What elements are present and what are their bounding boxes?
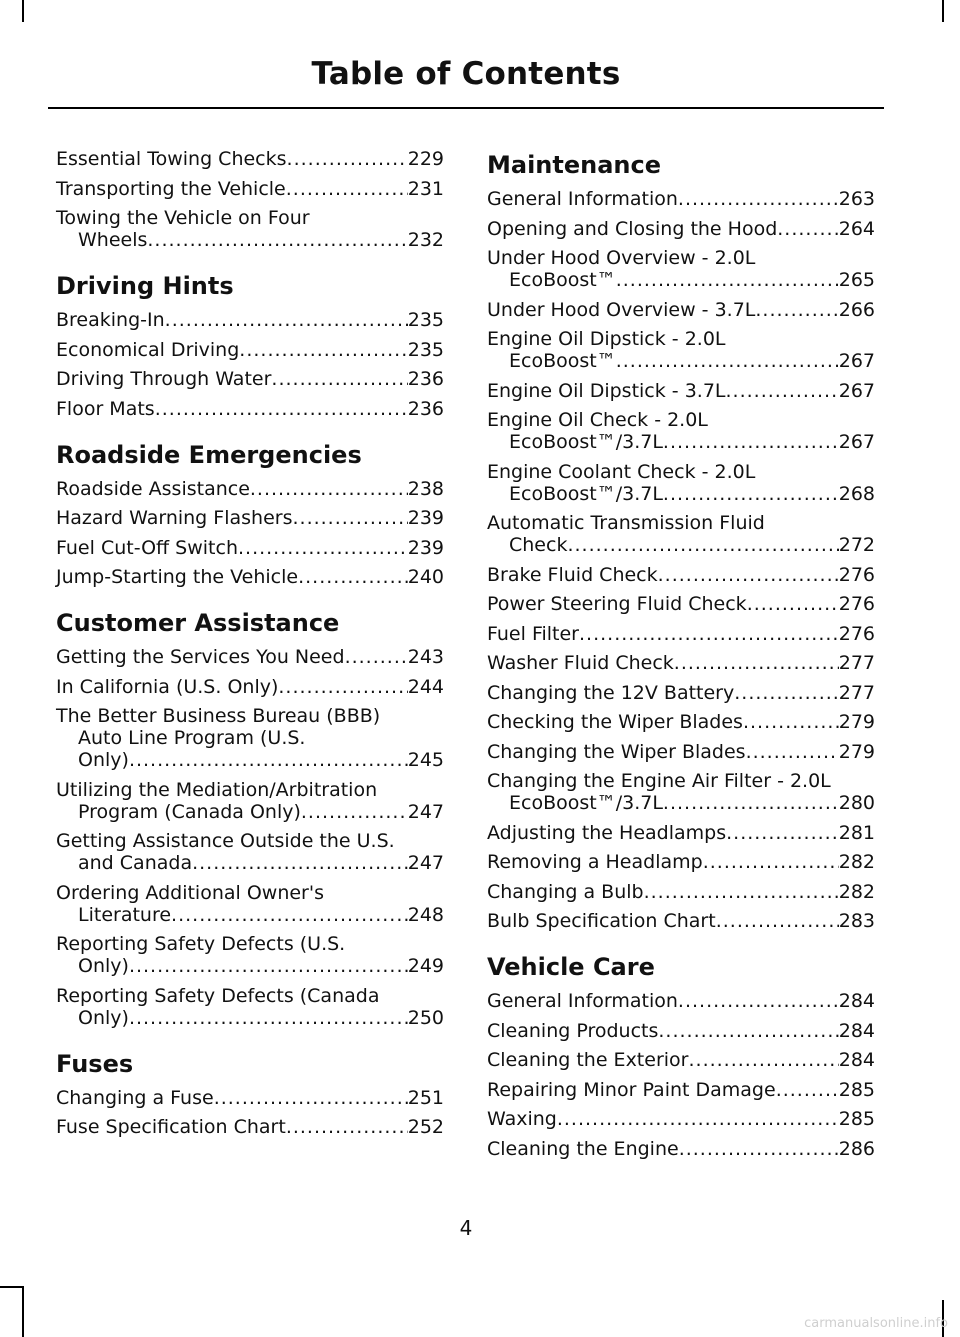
toc-entry-label: Reporting Safety Defects (U.S. xyxy=(56,933,346,955)
section-heading: Roadside Emergencies xyxy=(56,440,362,469)
toc-entry-page: 252 xyxy=(407,1116,444,1138)
toc-entry-page: 247 xyxy=(407,800,444,823)
toc-entry-label: Transporting the Vehicle xyxy=(56,177,286,200)
dot-leader xyxy=(298,566,408,588)
toc-entry-label: Essential Towing Checks xyxy=(56,148,287,170)
dot-leader xyxy=(644,881,839,903)
dot-leader xyxy=(688,1049,838,1071)
dot-leader xyxy=(679,1138,839,1160)
toc-entry-label: General Information xyxy=(487,188,678,210)
toc-entry-page: 244 xyxy=(407,675,444,698)
toc-entry-page: 265 xyxy=(838,269,875,291)
toc-entry-label: Opening and Closing the Hood xyxy=(487,217,778,240)
toc-entry-label: Repairing Minor Paint Damage xyxy=(487,1078,776,1101)
toc-entry-label: Cleaning the Engine xyxy=(487,1137,679,1160)
dot-leader xyxy=(726,822,839,844)
toc-entry[interactable] xyxy=(487,822,875,844)
toc-entry-label: Getting Assistance Outside the U.S. xyxy=(56,830,395,852)
toc-entry[interactable] xyxy=(487,328,875,372)
toc-entry-label: Waxing xyxy=(487,1108,557,1130)
toc-entry-label: General Information xyxy=(487,990,678,1012)
dot-leader xyxy=(271,368,407,390)
toc-entry[interactable] xyxy=(56,309,444,331)
dot-leader xyxy=(129,955,408,977)
toc-entry-page: 267 xyxy=(838,431,875,453)
toc-entry[interactable] xyxy=(56,178,444,200)
dot-leader xyxy=(238,537,408,559)
dot-leader xyxy=(658,564,839,586)
toc-entry-label: Only) xyxy=(78,1006,129,1029)
toc-entry-page: 245 xyxy=(407,749,444,771)
toc-entry-page: 235 xyxy=(407,309,444,331)
dot-leader xyxy=(567,534,838,556)
toc-entry-page: 231 xyxy=(407,177,444,200)
toc-entry-page: 286 xyxy=(838,1137,875,1160)
toc-entry[interactable] xyxy=(56,398,444,420)
dot-leader xyxy=(579,623,839,645)
toc-entry[interactable] xyxy=(487,512,875,556)
toc-section xyxy=(56,271,444,420)
toc-entry[interactable] xyxy=(487,299,875,321)
dot-leader xyxy=(286,1116,408,1138)
toc-entry-page: 266 xyxy=(838,298,875,321)
dot-leader xyxy=(345,646,408,668)
toc-entry-page: 248 xyxy=(407,903,444,926)
toc-entry-page: 250 xyxy=(407,1006,444,1029)
dot-leader xyxy=(301,801,408,823)
toc-entry-label: Cleaning Products xyxy=(487,1019,659,1042)
dot-leader xyxy=(165,309,408,331)
toc-entry-page: 267 xyxy=(838,350,875,372)
toc-entry[interactable] xyxy=(487,1079,875,1101)
toc-entry-label: Engine Oil Dipstick - 2.0L xyxy=(487,328,726,350)
toc-entry-label: Bulb Specification Chart xyxy=(487,910,716,932)
crop-mark-bottom-left-vert xyxy=(22,1286,24,1337)
dot-leader xyxy=(155,398,408,420)
toc-entry[interactable] xyxy=(487,461,875,505)
toc-entry-page: 284 xyxy=(838,990,875,1012)
toc-entry-page: 272 xyxy=(838,534,875,556)
toc-entry-label: Roadside Assistance xyxy=(56,477,250,500)
dot-leader xyxy=(726,380,839,402)
toc-entry-label: EcoBoost™/3.7L xyxy=(509,431,663,453)
dot-leader xyxy=(292,507,407,529)
dot-leader xyxy=(776,1079,839,1101)
dot-leader xyxy=(678,990,839,1012)
toc-entry-page: 279 xyxy=(838,740,875,763)
toc-entry-label: EcoBoost™/3.7L xyxy=(509,482,663,505)
dot-leader xyxy=(616,350,839,372)
toc-entry[interactable] xyxy=(56,566,444,588)
toc-entry[interactable] xyxy=(56,646,444,668)
toc-entry[interactable] xyxy=(56,368,444,390)
toc-entry-page: 239 xyxy=(407,507,444,529)
toc-entry-page: 268 xyxy=(838,482,875,505)
toc-entry[interactable] xyxy=(487,380,875,402)
toc-entry-label: Changing a Bulb xyxy=(487,880,644,903)
toc-section xyxy=(56,440,444,589)
dot-leader xyxy=(777,218,838,240)
toc-entry-page: 236 xyxy=(407,368,444,390)
toc-entry-label: Changing the Wiper Blades xyxy=(487,740,746,763)
toc-entry[interactable] xyxy=(487,990,875,1012)
toc-entry[interactable] xyxy=(487,682,875,704)
section-heading: Vehicle Care xyxy=(487,953,655,981)
dot-leader xyxy=(663,431,839,453)
toc-entry-label: Only) xyxy=(78,749,129,771)
toc-entry[interactable] xyxy=(487,910,875,932)
dot-leader xyxy=(286,178,408,200)
toc-entry-page: 232 xyxy=(407,229,444,251)
section-heading: Fuses xyxy=(56,1049,134,1078)
toc-entry[interactable] xyxy=(487,652,875,674)
toc-entry-label: The Better Business Bureau (BBB) xyxy=(56,705,381,727)
toc-section xyxy=(56,608,444,1029)
toc-entry-label: Reporting Safety Defects (Canada xyxy=(56,984,380,1007)
dot-leader xyxy=(755,299,838,321)
toc-section xyxy=(56,148,444,251)
dot-leader xyxy=(287,148,408,170)
toc-right-column xyxy=(487,148,875,1167)
crop-mark-bottom-left xyxy=(0,1286,22,1288)
toc-entry-page: 285 xyxy=(838,1108,875,1130)
dot-leader xyxy=(663,483,839,505)
toc-entry-label: Getting the Services You Need xyxy=(56,646,345,668)
toc-entry-label: Economical Driving xyxy=(56,338,240,361)
toc-entry[interactable] xyxy=(487,623,875,645)
dot-leader xyxy=(616,269,839,291)
toc-entry-label: Checking the Wiper Blades xyxy=(487,711,743,733)
toc-entry-page: 236 xyxy=(407,397,444,420)
toc-entry[interactable] xyxy=(487,409,875,453)
toc-left-column xyxy=(56,148,444,1146)
dot-leader xyxy=(214,1087,408,1109)
toc-entry-label: Changing a Fuse xyxy=(56,1086,214,1109)
toc-entry-label: EcoBoost™ xyxy=(509,269,616,291)
toc-entry[interactable] xyxy=(487,881,875,903)
dot-leader xyxy=(192,852,408,874)
toc-entry-label: Jump-Starting the Vehicle xyxy=(56,566,299,588)
toc-entry-label: Driving Through Water xyxy=(56,368,272,390)
toc-entry-label: In California (U.S. Only) xyxy=(56,675,279,698)
toc-entry[interactable] xyxy=(56,830,444,874)
toc-entry-label: Engine Oil Check - 2.0L xyxy=(487,409,708,431)
toc-entry-page: 283 xyxy=(838,910,875,932)
toc-section xyxy=(56,1049,444,1139)
toc-entry[interactable] xyxy=(56,1116,444,1138)
toc-entry-page: 264 xyxy=(838,217,875,240)
toc-entry-page: 238 xyxy=(407,477,444,500)
toc-entry-page: 276 xyxy=(838,563,875,586)
toc-entry-page: 284 xyxy=(838,1019,875,1042)
toc-entry-page: 282 xyxy=(838,880,875,903)
toc-entry-label: Washer Fluid Check xyxy=(487,652,674,674)
toc-entry-label: Literature xyxy=(78,903,172,926)
toc-entry-label: Hazard Warning Flashers xyxy=(56,507,293,529)
header-divider xyxy=(48,107,884,109)
toc-entry[interactable] xyxy=(56,933,444,977)
toc-entry[interactable] xyxy=(56,537,444,559)
dot-leader xyxy=(557,1108,839,1130)
toc-entry[interactable] xyxy=(487,1049,875,1071)
toc-entry-page: 284 xyxy=(838,1049,875,1071)
toc-entry[interactable] xyxy=(56,1087,444,1109)
dot-leader xyxy=(250,478,408,500)
crop-mark-top-right xyxy=(942,0,944,22)
toc-entry-label: EcoBoost™ xyxy=(509,350,616,372)
toc-entry-page: 282 xyxy=(838,851,875,873)
toc-entry-label: Floor Mats xyxy=(56,397,155,420)
toc-entry-label: Fuse Specification Chart xyxy=(56,1116,286,1138)
dot-leader xyxy=(734,682,839,704)
toc-entry-label: Adjusting the Headlamps xyxy=(487,821,727,844)
toc-entry[interactable] xyxy=(56,779,444,823)
toc-section xyxy=(487,952,875,1160)
toc-entry-label: Breaking-In xyxy=(56,309,165,331)
toc-entry[interactable] xyxy=(487,741,875,763)
toc-entry-page: 243 xyxy=(407,646,444,668)
toc-entry-page: 267 xyxy=(838,379,875,402)
toc-entry[interactable] xyxy=(56,339,444,361)
toc-entry[interactable] xyxy=(56,207,444,251)
dot-leader xyxy=(658,1020,838,1042)
toc-section xyxy=(487,150,875,932)
toc-entry-label: Cleaning the Exterior xyxy=(487,1049,689,1071)
section-heading: Maintenance xyxy=(487,151,662,179)
toc-entry-label: Power Steering Fluid Check xyxy=(487,593,747,615)
watermark: carmanualsonline.info xyxy=(804,1316,948,1331)
dot-leader xyxy=(746,741,839,763)
page-number: 4 xyxy=(459,1216,473,1240)
toc-entry-page: 281 xyxy=(838,821,875,844)
toc-entry[interactable] xyxy=(487,218,875,240)
dot-leader xyxy=(674,652,839,674)
toc-entry[interactable] xyxy=(56,478,444,500)
toc-entry-label: Check xyxy=(509,534,568,556)
toc-entry[interactable] xyxy=(487,1138,875,1160)
toc-entry-label: Auto Line Program (U.S. xyxy=(78,727,306,749)
toc-entry-page: 285 xyxy=(838,1078,875,1101)
toc-entry-page: 263 xyxy=(838,188,875,210)
toc-entry-label: Under Hood Overview - 3.7L xyxy=(487,298,756,321)
toc-entry-page: 235 xyxy=(407,338,444,361)
dot-leader xyxy=(129,749,408,771)
toc-entry-page: 276 xyxy=(838,622,875,645)
toc-entry-label: Changing the Engine Air Filter - 2.0L xyxy=(487,770,831,792)
crop-mark-top-left xyxy=(22,0,24,22)
dot-leader xyxy=(663,792,839,814)
toc-entry-page: 240 xyxy=(407,566,444,588)
toc-entry[interactable] xyxy=(487,564,875,586)
toc-entry[interactable] xyxy=(487,593,875,615)
toc-entry-label: Brake Fluid Check xyxy=(487,563,658,586)
toc-entry[interactable] xyxy=(487,770,875,814)
dot-leader xyxy=(171,904,408,926)
toc-entry-label: Towing the Vehicle on Four xyxy=(56,207,310,229)
toc-entry[interactable] xyxy=(487,711,875,733)
toc-entry-label: Program (Canada Only) xyxy=(78,800,301,823)
toc-entry-label: EcoBoost™/3.7L xyxy=(509,792,663,814)
toc-entry-label: and Canada xyxy=(78,852,193,874)
toc-entry-label: Fuel Cut-Off Switch xyxy=(56,536,238,559)
toc-entry-label: Wheels xyxy=(78,229,148,251)
toc-entry-page: 276 xyxy=(838,593,875,615)
toc-entry-label: Automatic Transmission Fluid xyxy=(487,512,765,534)
toc-entry[interactable] xyxy=(56,148,444,170)
toc-entry-page: 251 xyxy=(407,1086,444,1109)
toc-entry-label: Changing the 12V Battery xyxy=(487,681,735,704)
toc-entry-label: Engine Oil Dipstick - 3.7L xyxy=(487,379,726,402)
dot-leader xyxy=(278,676,407,698)
toc-entry-label: Under Hood Overview - 2.0L xyxy=(487,247,756,269)
section-heading: Customer Assistance xyxy=(56,609,340,637)
toc-entry[interactable] xyxy=(56,507,444,529)
toc-entry[interactable] xyxy=(56,985,444,1029)
toc-entry-page: 229 xyxy=(407,148,444,170)
toc-entry[interactable] xyxy=(487,851,875,873)
toc-entry[interactable] xyxy=(56,705,444,771)
toc-entry-label: Utilizing the Mediation/Arbitration xyxy=(56,778,378,801)
dot-leader xyxy=(703,851,839,873)
toc-entry[interactable] xyxy=(56,676,444,698)
dot-leader xyxy=(147,229,407,251)
page-title: Table of Contents xyxy=(311,56,621,92)
toc-entry[interactable] xyxy=(487,1108,875,1130)
dot-leader xyxy=(678,188,839,210)
dot-leader xyxy=(129,1007,408,1029)
toc-entry-label: Only) xyxy=(78,955,129,977)
toc-entry-page: 247 xyxy=(407,852,444,874)
toc-entry-page: 279 xyxy=(838,711,875,733)
dot-leader xyxy=(743,711,839,733)
toc-entry-label: Engine Coolant Check - 2.0L xyxy=(487,460,756,483)
toc-entry[interactable] xyxy=(487,247,875,291)
toc-entry-page: 277 xyxy=(838,681,875,704)
toc-entry[interactable] xyxy=(487,1020,875,1042)
toc-entry-label: Fuel Filter xyxy=(487,622,579,645)
dot-leader xyxy=(239,339,407,361)
toc-entry[interactable] xyxy=(56,882,444,926)
toc-entry[interactable] xyxy=(487,188,875,210)
toc-entry-label: Removing a Headlamp xyxy=(487,851,703,873)
dot-leader xyxy=(716,910,839,932)
toc-entry-page: 277 xyxy=(838,652,875,674)
toc-entry-page: 239 xyxy=(407,536,444,559)
section-heading: Driving Hints xyxy=(56,272,234,300)
toc-entry-page: 280 xyxy=(838,792,875,814)
toc-entry-page: 249 xyxy=(407,955,444,977)
dot-leader xyxy=(747,593,839,615)
toc-entry-label: Ordering Additional Owner's xyxy=(56,881,324,904)
